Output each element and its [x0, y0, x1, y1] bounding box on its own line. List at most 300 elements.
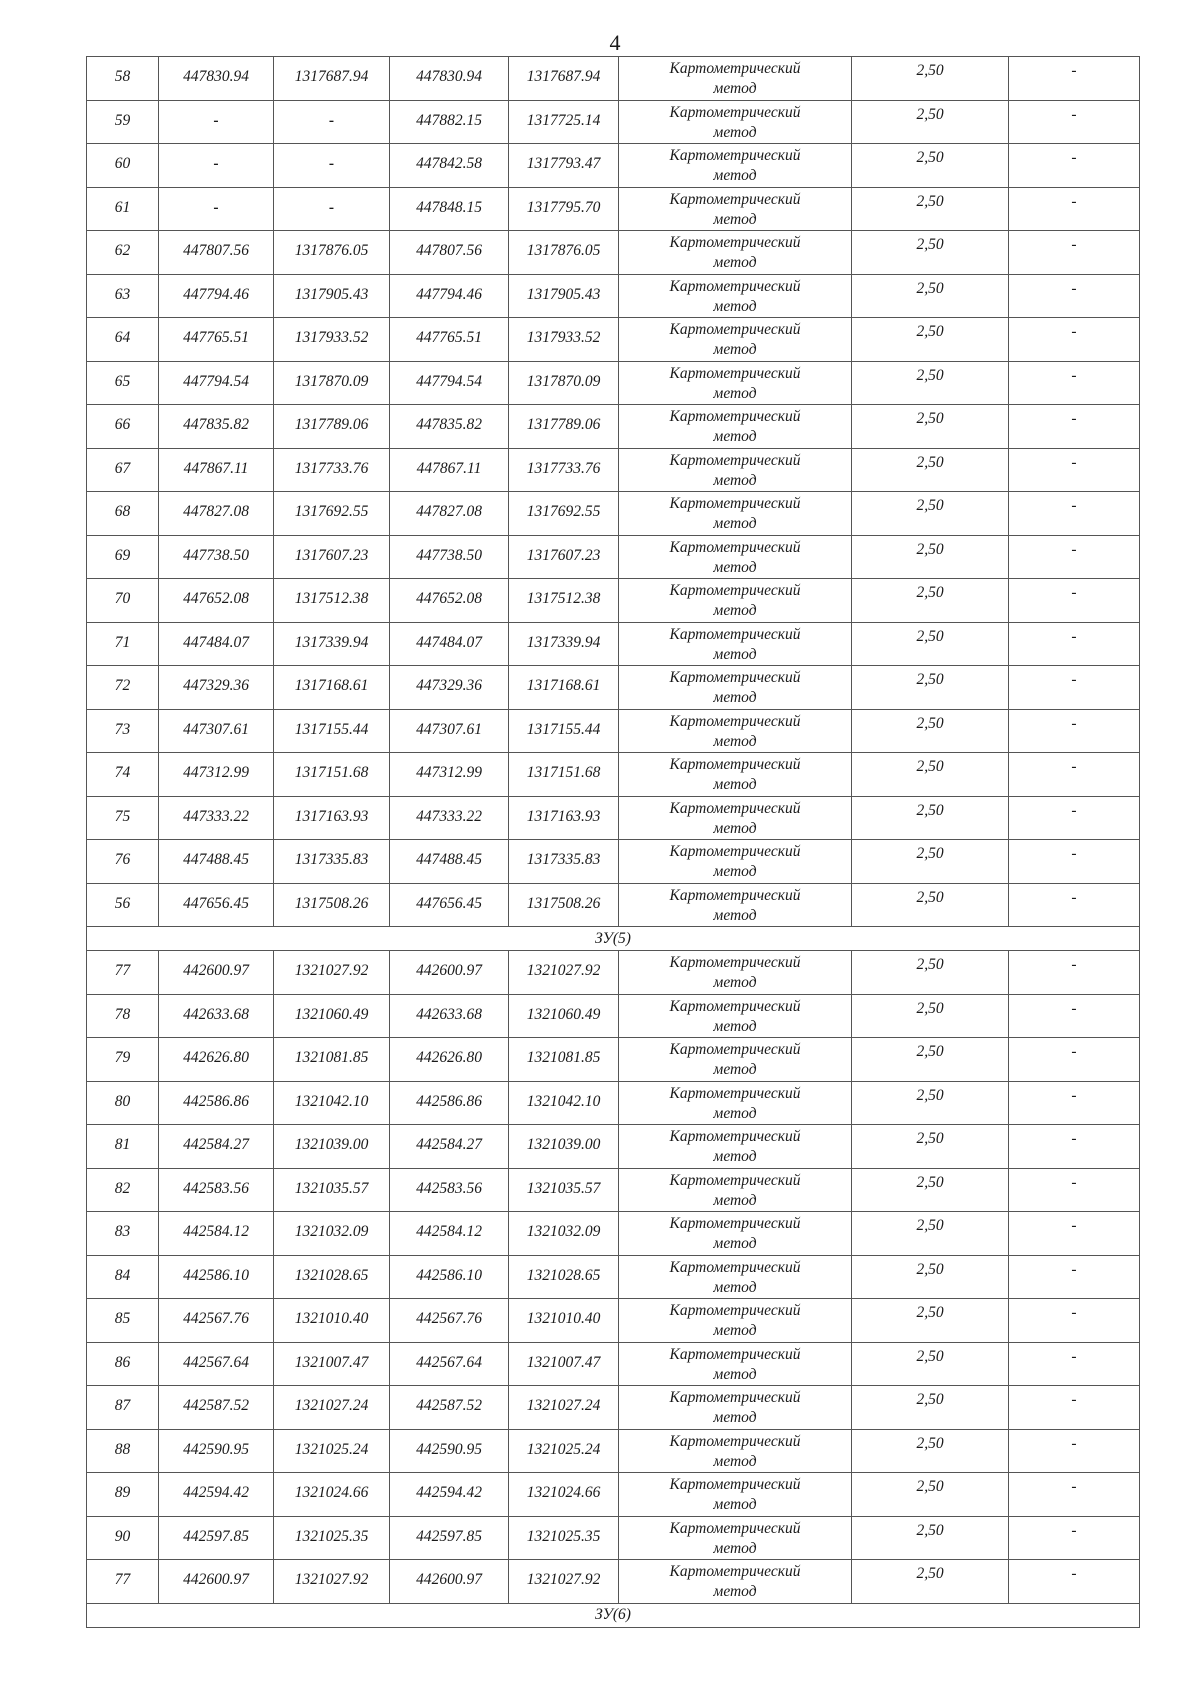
method-cell: [619, 1516, 852, 1560]
point-number-cell: 69: [87, 535, 159, 579]
new-y-cell: 1321027.92: [509, 1560, 619, 1604]
new-y-cell: 1321032.09: [509, 1212, 619, 1256]
new-y-cell: 1321081.85: [509, 1038, 619, 1082]
new-x-cell: 447333.22: [390, 796, 509, 840]
method-cell: [619, 1386, 852, 1430]
point-number-cell: 60: [87, 144, 159, 188]
method-cell: [619, 1125, 852, 1169]
precision-cell: 2,50: [852, 883, 1009, 927]
table-row: [87, 231, 1140, 275]
table-row: [87, 666, 1140, 710]
note-cell: -: [1009, 405, 1140, 449]
point-number-cell: 79: [87, 1038, 159, 1082]
note-cell: -: [1009, 951, 1140, 995]
method-line-2: метод: [713, 428, 757, 445]
method-line-2: метод: [713, 471, 757, 489]
precision-cell: 2,50: [852, 1038, 1009, 1082]
existing-x-cell: 447488.45: [159, 840, 274, 884]
table-row: [87, 883, 1140, 927]
new-y-cell: 1317789.06: [509, 405, 619, 449]
note-cell: -: [1009, 1560, 1140, 1604]
existing-y-cell: 1321032.09: [274, 1212, 390, 1256]
method-line-1: Картометрический: [669, 190, 801, 208]
new-y-cell: 1321025.35: [509, 1516, 619, 1560]
point-number-cell: 90: [87, 1516, 159, 1560]
existing-x-cell: 442583.56: [159, 1168, 274, 1212]
new-x-cell: 447842.58: [390, 144, 509, 188]
method-line-1: Картометрический: [669, 495, 801, 512]
method-line-1: Картометрический: [669, 886, 801, 904]
point-number-cell: 72: [87, 666, 159, 710]
existing-x-cell: 442590.95: [159, 1429, 274, 1473]
existing-y-cell: 1317339.94: [274, 622, 390, 666]
note-cell: -: [1009, 231, 1140, 275]
method-line-2: метод: [713, 1017, 757, 1035]
new-x-cell: 442584.12: [390, 1212, 509, 1256]
method-cell: [619, 1473, 852, 1517]
method-line-1: Картометрический: [669, 538, 801, 556]
method-line-2: метод: [713, 1061, 757, 1078]
method-cell: [619, 361, 852, 405]
method-cell: [619, 318, 852, 362]
table-row: [87, 709, 1140, 753]
point-number-cell: 86: [87, 1342, 159, 1386]
section-header-row: [87, 927, 1140, 951]
new-y-cell: 1321035.57: [509, 1168, 619, 1212]
method-line-1: Картометрический: [669, 954, 801, 971]
point-number-cell: 87: [87, 1386, 159, 1430]
new-x-cell: 442584.27: [390, 1125, 509, 1169]
new-x-cell: 447738.50: [390, 535, 509, 579]
method-line-1: Картометрический: [669, 669, 801, 686]
new-x-cell: 447329.36: [390, 666, 509, 710]
table-row: [87, 1168, 1140, 1212]
new-x-cell: 442583.56: [390, 1168, 509, 1212]
precision-cell: 2,50: [852, 1168, 1009, 1212]
method-line-2: метод: [713, 341, 757, 358]
table-row: [87, 1038, 1140, 1082]
table-row: [87, 1125, 1140, 1169]
method-line-1: Картометрический: [669, 364, 801, 382]
point-number-cell: 73: [87, 709, 159, 753]
table-row: [87, 622, 1140, 666]
note-cell: -: [1009, 840, 1140, 884]
precision-cell: 2,50: [852, 1429, 1009, 1473]
table-row: [87, 405, 1140, 449]
table-row: [87, 187, 1140, 231]
method-line-1: Картометрический: [669, 1084, 801, 1102]
note-cell: -: [1009, 318, 1140, 362]
existing-y-cell: -: [274, 187, 390, 231]
existing-x-cell: 442587.52: [159, 1386, 274, 1430]
precision-cell: 2,50: [852, 57, 1009, 101]
new-y-cell: 1321027.92: [509, 951, 619, 995]
method-line-2: метод: [713, 80, 757, 97]
method-line-1: Картометрический: [669, 1519, 801, 1537]
existing-x-cell: 442633.68: [159, 994, 274, 1038]
method-line-1: Картометрический: [669, 1128, 801, 1145]
table-row: [87, 994, 1140, 1038]
existing-y-cell: 1321010.40: [274, 1299, 390, 1343]
table-row: [87, 492, 1140, 536]
point-number-cell: 58: [87, 57, 159, 101]
table-row: [87, 361, 1140, 405]
method-line-2: метод: [713, 123, 757, 141]
method-cell: [619, 57, 852, 101]
new-x-cell: 447312.99: [390, 753, 509, 797]
point-number-cell: 88: [87, 1429, 159, 1473]
point-number-cell: 77: [87, 1560, 159, 1604]
new-y-cell: 1317876.05: [509, 231, 619, 275]
note-cell: -: [1009, 666, 1140, 710]
coordinates-table-body: [87, 57, 1140, 1628]
method-cell: [619, 883, 852, 927]
method-line-1: Картометрический: [669, 1563, 801, 1580]
existing-y-cell: 1321042.10: [274, 1081, 390, 1125]
existing-y-cell: 1317687.94: [274, 57, 390, 101]
table-row: [87, 1516, 1140, 1560]
note-cell: -: [1009, 883, 1140, 927]
table-row: [87, 448, 1140, 492]
method-cell: [619, 274, 852, 318]
existing-y-cell: 1317905.43: [274, 274, 390, 318]
precision-cell: 2,50: [852, 796, 1009, 840]
existing-y-cell: 1317163.93: [274, 796, 390, 840]
existing-y-cell: 1321025.24: [274, 1429, 390, 1473]
table-row: [87, 318, 1140, 362]
precision-cell: 2,50: [852, 1299, 1009, 1343]
existing-y-cell: 1317335.83: [274, 840, 390, 884]
method-line-1: Картометрический: [669, 277, 801, 295]
note-cell: -: [1009, 1255, 1140, 1299]
existing-y-cell: 1321028.65: [274, 1255, 390, 1299]
point-number-cell: 70: [87, 579, 159, 623]
method-line-1: Картометрический: [669, 321, 801, 338]
table-row: [87, 100, 1140, 144]
precision-cell: 2,50: [852, 1516, 1009, 1560]
method-line-1: Картометрический: [669, 997, 801, 1015]
existing-y-cell: 1321039.00: [274, 1125, 390, 1169]
existing-y-cell: 1321007.47: [274, 1342, 390, 1386]
existing-x-cell: 447794.46: [159, 274, 274, 318]
new-x-cell: 442586.10: [390, 1255, 509, 1299]
new-x-cell: 447882.15: [390, 100, 509, 144]
method-line-2: метод: [713, 906, 757, 924]
method-cell: [619, 951, 852, 995]
existing-x-cell: 442597.85: [159, 1516, 274, 1560]
method-line-1: Картометрический: [669, 1432, 801, 1450]
existing-y-cell: 1317168.61: [274, 666, 390, 710]
precision-cell: 2,50: [852, 405, 1009, 449]
existing-x-cell: 447312.99: [159, 753, 274, 797]
new-x-cell: 447848.15: [390, 187, 509, 231]
precision-cell: 2,50: [852, 492, 1009, 536]
existing-x-cell: 442567.76: [159, 1299, 274, 1343]
table-row: [87, 1255, 1140, 1299]
existing-y-cell: 1317508.26: [274, 883, 390, 927]
new-y-cell: 1321060.49: [509, 994, 619, 1038]
point-number-cell: 59: [87, 100, 159, 144]
method-line-1: Картометрический: [669, 582, 801, 599]
method-line-2: метод: [713, 558, 757, 576]
table-row: [87, 274, 1140, 318]
method-line-2: метод: [713, 1322, 757, 1339]
note-cell: -: [1009, 1125, 1140, 1169]
point-number-cell: 63: [87, 274, 159, 318]
new-y-cell: 1317163.93: [509, 796, 619, 840]
existing-x-cell: 447329.36: [159, 666, 274, 710]
method-cell: [619, 1429, 852, 1473]
method-cell: [619, 1212, 852, 1256]
new-y-cell: 1321042.10: [509, 1081, 619, 1125]
existing-y-cell: 1317151.68: [274, 753, 390, 797]
existing-y-cell: 1321060.49: [274, 994, 390, 1038]
method-cell: [619, 840, 852, 884]
new-y-cell: 1321025.24: [509, 1429, 619, 1473]
precision-cell: 2,50: [852, 448, 1009, 492]
method-cell: [619, 1168, 852, 1212]
method-cell: [619, 796, 852, 840]
note-cell: -: [1009, 1386, 1140, 1430]
new-x-cell: 447488.45: [390, 840, 509, 884]
method-cell: [619, 753, 852, 797]
method-cell: [619, 448, 852, 492]
new-x-cell: 442597.85: [390, 1516, 509, 1560]
table-row: [87, 1560, 1140, 1604]
precision-cell: 2,50: [852, 1212, 1009, 1256]
method-cell: [619, 1342, 852, 1386]
new-y-cell: 1317155.44: [509, 709, 619, 753]
point-number-cell: 89: [87, 1473, 159, 1517]
new-y-cell: 1317335.83: [509, 840, 619, 884]
existing-y-cell: 1317933.52: [274, 318, 390, 362]
note-cell: -: [1009, 57, 1140, 101]
new-x-cell: 447765.51: [390, 318, 509, 362]
point-number-cell: 61: [87, 187, 159, 231]
point-number-cell: 78: [87, 994, 159, 1038]
point-number-cell: 56: [87, 883, 159, 927]
note-cell: -: [1009, 492, 1140, 536]
note-cell: -: [1009, 1429, 1140, 1473]
point-number-cell: 71: [87, 622, 159, 666]
existing-x-cell: -: [159, 100, 274, 144]
method-cell: [619, 187, 852, 231]
coordinates-table: [86, 56, 1140, 1628]
note-cell: -: [1009, 1473, 1140, 1517]
precision-cell: 2,50: [852, 1081, 1009, 1125]
note-cell: -: [1009, 1168, 1140, 1212]
existing-x-cell: 447656.45: [159, 883, 274, 927]
existing-x-cell: 442567.64: [159, 1342, 274, 1386]
new-x-cell: 447794.46: [390, 274, 509, 318]
method-line-2: метод: [713, 1104, 757, 1122]
note-cell: -: [1009, 709, 1140, 753]
existing-x-cell: 447830.94: [159, 57, 274, 101]
method-line-2: метод: [713, 1278, 757, 1296]
method-line-2: метод: [713, 210, 757, 228]
new-x-cell: 442587.52: [390, 1386, 509, 1430]
precision-cell: 2,50: [852, 579, 1009, 623]
new-y-cell: 1321028.65: [509, 1255, 619, 1299]
new-x-cell: 442586.86: [390, 1081, 509, 1125]
new-x-cell: 442594.42: [390, 1473, 509, 1517]
note-cell: -: [1009, 1516, 1140, 1560]
method-line-2: метод: [713, 974, 757, 991]
method-cell: [619, 535, 852, 579]
note-cell: -: [1009, 535, 1140, 579]
note-cell: -: [1009, 100, 1140, 144]
note-cell: -: [1009, 579, 1140, 623]
method-line-2: метод: [713, 645, 757, 663]
new-x-cell: 447794.54: [390, 361, 509, 405]
note-cell: -: [1009, 144, 1140, 188]
note-cell: -: [1009, 753, 1140, 797]
new-y-cell: 1317512.38: [509, 579, 619, 623]
existing-x-cell: 447333.22: [159, 796, 274, 840]
new-y-cell: 1317793.47: [509, 144, 619, 188]
existing-y-cell: 1321035.57: [274, 1168, 390, 1212]
note-cell: -: [1009, 1212, 1140, 1256]
method-line-2: метод: [713, 384, 757, 402]
existing-y-cell: 1317733.76: [274, 448, 390, 492]
existing-x-cell: -: [159, 187, 274, 231]
new-x-cell: 442590.95: [390, 1429, 509, 1473]
new-y-cell: 1321024.66: [509, 1473, 619, 1517]
method-line-1: Картометрический: [669, 799, 801, 817]
precision-cell: 2,50: [852, 1473, 1009, 1517]
table-row: [87, 840, 1140, 884]
table-row: [87, 144, 1140, 188]
new-x-cell: 447307.61: [390, 709, 509, 753]
existing-x-cell: 447765.51: [159, 318, 274, 362]
method-line-1: Картометрический: [669, 843, 801, 860]
existing-x-cell: 447738.50: [159, 535, 274, 579]
new-y-cell: 1317607.23: [509, 535, 619, 579]
note-cell: -: [1009, 448, 1140, 492]
method-line-1: Картометрический: [669, 234, 801, 251]
note-cell: -: [1009, 274, 1140, 318]
method-line-2: метод: [713, 1365, 757, 1383]
existing-y-cell: 1317789.06: [274, 405, 390, 449]
method-line-1: Картометрический: [669, 1302, 801, 1319]
method-line-2: метод: [713, 254, 757, 271]
existing-x-cell: 442594.42: [159, 1473, 274, 1517]
existing-y-cell: 1321027.92: [274, 1560, 390, 1604]
method-line-1: Картометрический: [669, 408, 801, 425]
existing-x-cell: 447484.07: [159, 622, 274, 666]
new-y-cell: 1317687.94: [509, 57, 619, 101]
existing-x-cell: 442584.12: [159, 1212, 274, 1256]
existing-y-cell: 1317607.23: [274, 535, 390, 579]
existing-x-cell: 447307.61: [159, 709, 274, 753]
method-line-2: метод: [713, 1496, 757, 1513]
method-cell: [619, 994, 852, 1038]
precision-cell: 2,50: [852, 100, 1009, 144]
note-cell: -: [1009, 1038, 1140, 1082]
new-y-cell: 1317725.14: [509, 100, 619, 144]
new-y-cell: 1321027.24: [509, 1386, 619, 1430]
new-x-cell: 447807.56: [390, 231, 509, 275]
table-row: [87, 1081, 1140, 1125]
new-y-cell: 1321007.47: [509, 1342, 619, 1386]
method-cell: [619, 579, 852, 623]
method-line-1: Картометрический: [669, 625, 801, 643]
method-line-2: метод: [713, 1191, 757, 1209]
existing-x-cell: 442586.10: [159, 1255, 274, 1299]
new-y-cell: 1317795.70: [509, 187, 619, 231]
method-line-1: Картометрический: [669, 1476, 801, 1493]
precision-cell: 2,50: [852, 318, 1009, 362]
method-cell: [619, 1038, 852, 1082]
new-x-cell: 447830.94: [390, 57, 509, 101]
table-row: [87, 535, 1140, 579]
method-line-2: метод: [713, 776, 757, 793]
existing-y-cell: 1317512.38: [274, 579, 390, 623]
method-line-1: Картометрический: [669, 60, 801, 77]
table-row: [87, 579, 1140, 623]
new-y-cell: 1317933.52: [509, 318, 619, 362]
note-cell: -: [1009, 1342, 1140, 1386]
method-line-2: метод: [713, 1583, 757, 1600]
point-number-cell: 81: [87, 1125, 159, 1169]
method-cell: [619, 1255, 852, 1299]
method-cell: [619, 492, 852, 536]
point-number-cell: 67: [87, 448, 159, 492]
method-line-1: Картометрический: [669, 1389, 801, 1406]
note-cell: -: [1009, 1081, 1140, 1125]
existing-x-cell: 447794.54: [159, 361, 274, 405]
method-cell: [619, 1299, 852, 1343]
method-cell: [619, 231, 852, 275]
point-number-cell: 83: [87, 1212, 159, 1256]
table-row: [87, 1299, 1140, 1343]
new-x-cell: 447484.07: [390, 622, 509, 666]
existing-x-cell: 447867.11: [159, 448, 274, 492]
method-line-1: Картометрический: [669, 1258, 801, 1276]
point-number-cell: 82: [87, 1168, 159, 1212]
point-number-cell: 77: [87, 951, 159, 995]
new-x-cell: 447656.45: [390, 883, 509, 927]
existing-y-cell: -: [274, 144, 390, 188]
method-line-2: метод: [713, 1235, 757, 1252]
new-y-cell: 1317168.61: [509, 666, 619, 710]
note-cell: -: [1009, 1299, 1140, 1343]
new-y-cell: 1321039.00: [509, 1125, 619, 1169]
method-line-2: метод: [713, 1148, 757, 1165]
method-line-1: Картометрический: [669, 147, 801, 164]
note-cell: -: [1009, 361, 1140, 405]
method-line-2: метод: [713, 732, 757, 750]
method-line-2: метод: [713, 167, 757, 184]
existing-y-cell: -: [274, 100, 390, 144]
new-y-cell: 1317692.55: [509, 492, 619, 536]
method-cell: [619, 709, 852, 753]
precision-cell: 2,50: [852, 753, 1009, 797]
precision-cell: 2,50: [852, 274, 1009, 318]
existing-x-cell: 447652.08: [159, 579, 274, 623]
new-x-cell: 447867.11: [390, 448, 509, 492]
existing-y-cell: 1321081.85: [274, 1038, 390, 1082]
method-cell: [619, 144, 852, 188]
precision-cell: 2,50: [852, 951, 1009, 995]
method-line-1: Картометрический: [669, 712, 801, 730]
table-row: [87, 951, 1140, 995]
note-cell: -: [1009, 622, 1140, 666]
method-line-1: Картометрический: [669, 1215, 801, 1232]
table-row: [87, 1473, 1140, 1517]
existing-x-cell: 442600.97: [159, 951, 274, 995]
method-line-1: Картометрический: [669, 756, 801, 773]
